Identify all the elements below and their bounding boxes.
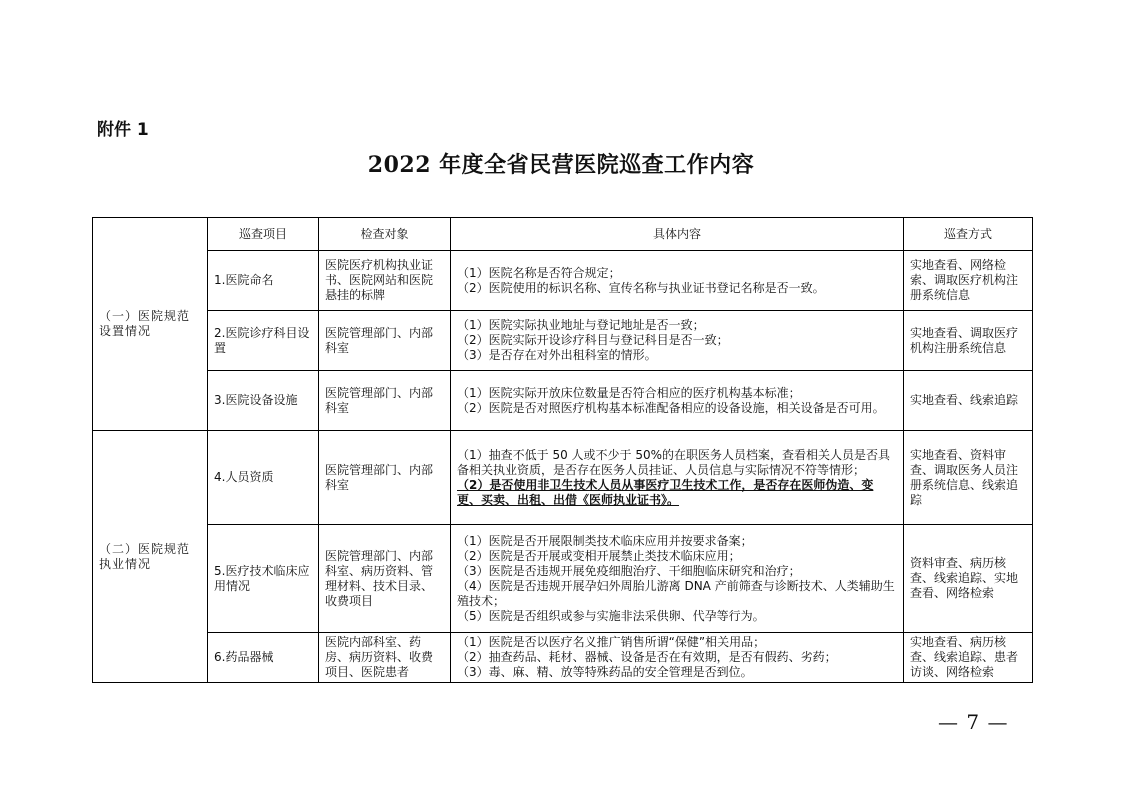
row-method: 实地查看、病历核查、线索追踪、患者访谈、网络检索 [904,633,1033,683]
category-cell [93,218,208,431]
inspection-table [92,217,1033,683]
row-method: 实地查看、调取医疗机构注册系统信息 [904,311,1033,371]
content-line: （2）医院是否开展或变相开展禁止类技术临床应用； [457,548,741,563]
category-cell [93,431,208,683]
row-method: 实地查看、网络检索、调取医疗机构注册系统信息 [904,251,1033,311]
header-content: 具体内容 [451,218,904,251]
content-line: （2）医院是否对照医疗机构基本标准配备相应的设备设施，相关设备是否可用。 [457,400,885,415]
header-method: 巡查方式 [904,218,1033,251]
row-target: 医院管理部门、内部科室、病历资料、管理材料、技术目录、收费项目 [319,525,451,633]
table-row [93,371,1033,431]
row-item: 4.人员资质 [208,431,319,525]
attachment-label: 附件 1 [97,120,149,140]
content-line: （1）医院名称是否符合规定； [457,265,621,280]
table-row [93,311,1033,371]
row-content [451,525,904,633]
content-line: （2）医院使用的标识名称、宣传名称与执业证书登记名称是否一致。 [457,280,825,295]
table-row [93,525,1033,633]
row-target: 医院管理部门、内部科室 [319,431,451,525]
row-method: 资料审查、病历核查、线索追踪、实地查看、网络检索 [904,525,1033,633]
row-target: 医院管理部门、内部科室 [319,371,451,431]
row-item: 2.医院诊疗科目设置 [208,311,319,371]
content-line: （1）医院是否开展限制类技术临床应用并按要求备案； [457,533,753,548]
content-line: （3）医院是否违规开展免疫细胞治疗、干细胞临床研究和治疗； [457,563,801,578]
content-line: （5）医院是否组织或参与实施非法采供卵、代孕等行为。 [457,608,765,623]
table-row [93,431,1033,525]
row-content [451,251,904,311]
category-2-label: （二）医院规范执业情况 [99,541,191,571]
row-content [451,371,904,431]
row-content [451,311,904,371]
row-item: 5.医疗技术临床应用情况 [208,525,319,633]
row-method: 实地查看、资料审查、调取医务人员注册系统信息、线索追踪 [904,431,1033,525]
content-line: （2）医院实际开设诊疗科目与登记科目是否一致； [457,333,729,347]
content-line: （3）毒、麻、精、放等特殊药品的安全管理是否到位。 [457,665,753,679]
table-row [93,633,1033,683]
content-line: （2）抽查药品、耗材、器械、设备是否在有效期，是否有假药、劣药； [457,650,837,664]
content-line: （1）医院是否以医疗名义推广销售所谓“保健”相关用品； [457,635,766,649]
row-item: 3.医院设备设施 [208,371,319,431]
content-line: （4）医院是否违规开展孕妇外周胎儿游离 DNA 产前筛查与诊断技术、人类辅助生殖技术； [457,578,895,608]
content-line: （1）抽查不低于 50 人或不少于 50%的在职医务人员档案，查看相关人员是否具备相关执业资质，是否存在医务人员挂证、人员信息与实际情况不符等情形； [457,447,891,477]
content-line: （1）医院实际开放床位数量是否符合相应的医疗机构基本标准； [457,385,801,400]
row-item: 1.医院命名 [208,251,319,311]
content-line: （3）是否存在对外出租科室的情形。 [457,348,657,362]
row-item: 6.药品器械 [208,633,319,683]
header-row [93,218,1033,251]
header-item: 巡查项目 [208,218,319,251]
content-line: （1）医院实际执业地址与登记地址是否一致； [457,318,705,332]
document-title: 2022 年度全省民营医院巡查工作内容 [367,152,755,178]
row-content [451,633,904,683]
row-content [451,431,904,525]
row-method: 实地查看、线索追踪 [904,371,1033,431]
table-row [93,251,1033,311]
content-line-emphasis: （2）是否使用非卫生技术人员从事医疗卫生技术工作，是否存在医师伪造、变更、买卖、出租、出借《医师执业证书》。 [457,477,874,507]
header-target: 检查对象 [319,218,451,251]
page-number: — 7 — [938,710,1009,734]
category-1-label: （一）医院规范设置情况 [99,309,191,338]
row-target: 医院内部科室、药房、病历资料、收费项目、医院患者 [319,633,451,683]
row-target: 医院管理部门、内部科室 [319,311,451,371]
row-target: 医院医疗机构执业证书、医院网站和医院悬挂的标牌 [319,251,451,311]
